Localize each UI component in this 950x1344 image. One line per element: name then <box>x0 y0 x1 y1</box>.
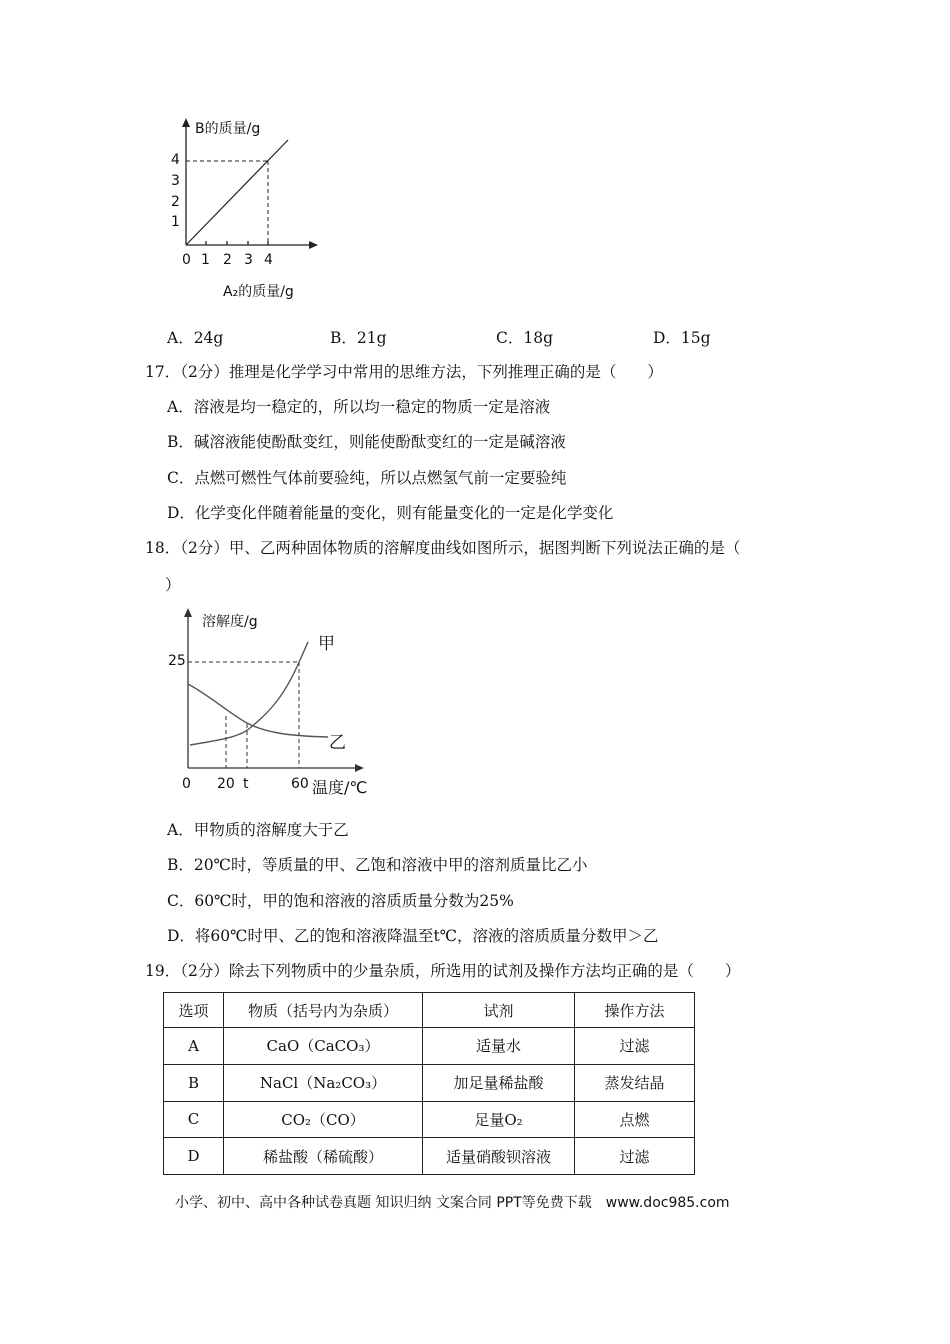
q19-table <box>163 992 695 1175</box>
q17-stem: 17．（2分）推理是化学学习中常用的思维方法，下列推理正确的是（ ） <box>145 363 663 381</box>
table-header-cell: 物质（括号内为杂质） <box>224 993 423 1028</box>
table-cell: A <box>164 1028 224 1065</box>
table-cell: 过滤 <box>575 1138 695 1175</box>
table-cell: CO₂（CO） <box>224 1101 423 1138</box>
chart1-ytick: 3 <box>171 173 180 189</box>
q16-option-d: D．15g <box>653 329 711 347</box>
q18-option-b: B．20℃时，等质量的甲、乙饱和溶液中甲的溶剂质量比乙小 <box>167 856 588 874</box>
chart1-xtick: 4 <box>264 252 273 268</box>
chart2-xtick: 60 <box>291 776 309 792</box>
table-cell: B <box>164 1064 224 1101</box>
q19-stem: 19．（2分）除去下列物质中的少量杂质，所选用的试剂及操作方法均正确的是（ ） <box>145 962 741 980</box>
x-axis-arrow <box>309 241 318 249</box>
legend-jia: 甲 <box>318 634 335 654</box>
mass-line-chart <box>160 110 340 310</box>
q17-option-d: D．化学变化伴随着能量的变化，则有能量变化的一定是化学变化 <box>167 504 614 522</box>
table-header-cell: 试剂 <box>423 993 575 1028</box>
table-cell: 点燃 <box>575 1101 695 1138</box>
chart2-ylabel: 溶解度/g <box>202 614 258 630</box>
chart2-xtick: t <box>243 776 249 792</box>
table-cell: 适量水 <box>423 1028 575 1065</box>
table-cell: 过滤 <box>575 1028 695 1065</box>
table-row <box>164 1138 695 1175</box>
table-row <box>164 1064 695 1101</box>
chart1-xtick: 1 <box>201 252 210 268</box>
q16-option-a: A．24g <box>167 329 224 347</box>
chart1-xlabel: A₂的质量/g <box>223 284 294 300</box>
chart2-xlabel: 温度/℃ <box>312 778 368 797</box>
q18-option-c: C．60℃时，甲的饱和溶液的溶质质量分数为25% <box>167 892 514 910</box>
x-axis-arrow <box>355 764 364 772</box>
table-header-cell: 操作方法 <box>575 993 695 1028</box>
y-axis-arrow <box>184 608 192 617</box>
legend-yi: 乙 <box>329 733 346 753</box>
table-cell: 蒸发结晶 <box>575 1064 695 1101</box>
curve-jia <box>190 642 308 745</box>
q18-stem-cont: ） <box>165 576 181 594</box>
q18-stem: 18．（2分）甲、乙两种固体物质的溶解度曲线如图所示，据图判断下列说法正确的是（ <box>145 539 741 557</box>
q16-option-c: C．18g <box>496 329 554 347</box>
table-cell: D <box>164 1138 224 1175</box>
table-header-row <box>164 993 695 1028</box>
y-axis-arrow <box>182 118 190 127</box>
table-cell: CaO（CaCO₃） <box>224 1028 423 1065</box>
q17-option-c: C．点燃可燃性气体前要验纯，所以点燃氢气前一定要验纯 <box>167 469 567 487</box>
chart2-xtick: 0 <box>182 776 191 792</box>
table-row <box>164 1028 695 1065</box>
chart1-ytick: 4 <box>171 152 180 168</box>
table-cell: 足量O₂ <box>423 1101 575 1138</box>
table-row <box>164 1101 695 1138</box>
chart2-ytick-25: 25 <box>168 653 186 669</box>
table-header-cell: 选项 <box>164 993 224 1028</box>
chart1-ytick: 2 <box>171 194 180 210</box>
chart1-xtick: 0 <box>182 252 191 268</box>
q17-option-a: A．溶液是均一稳定的，所以均一稳定的物质一定是溶液 <box>167 398 551 416</box>
q16-option-b: B．21g <box>330 329 387 347</box>
table-cell: C <box>164 1101 224 1138</box>
chart1-ytick: 1 <box>171 214 180 230</box>
table-cell: 适量硝酸钡溶液 <box>423 1138 575 1175</box>
q17-option-b: B．碱溶液能使酚酞变红，则能使酚酞变红的一定是碱溶液 <box>167 433 566 451</box>
q18-option-d: D．将60℃时甲、乙的饱和溶液降温至t℃，溶液的溶质质量分数甲＞乙 <box>167 927 659 945</box>
page-footer: 小学、初中、高中各种试卷真题 知识归纳 文案合同 PPT等免费下载 www.doc985.com <box>175 1195 730 1211</box>
chart2-xtick: 20 <box>217 776 235 792</box>
table-cell: 稀盐酸（稀硫酸） <box>224 1138 423 1175</box>
chart1-xtick: 2 <box>223 252 232 268</box>
data-line <box>186 140 288 245</box>
q18-option-a: A．甲物质的溶解度大于乙 <box>167 821 349 839</box>
table-cell: 加足量稀盐酸 <box>423 1064 575 1101</box>
chart1-xtick: 3 <box>244 252 253 268</box>
table-cell: NaCl（Na₂CO₃） <box>224 1064 423 1101</box>
chart1-ylabel: B的质量/g <box>195 121 261 137</box>
curve-yi <box>188 684 328 737</box>
